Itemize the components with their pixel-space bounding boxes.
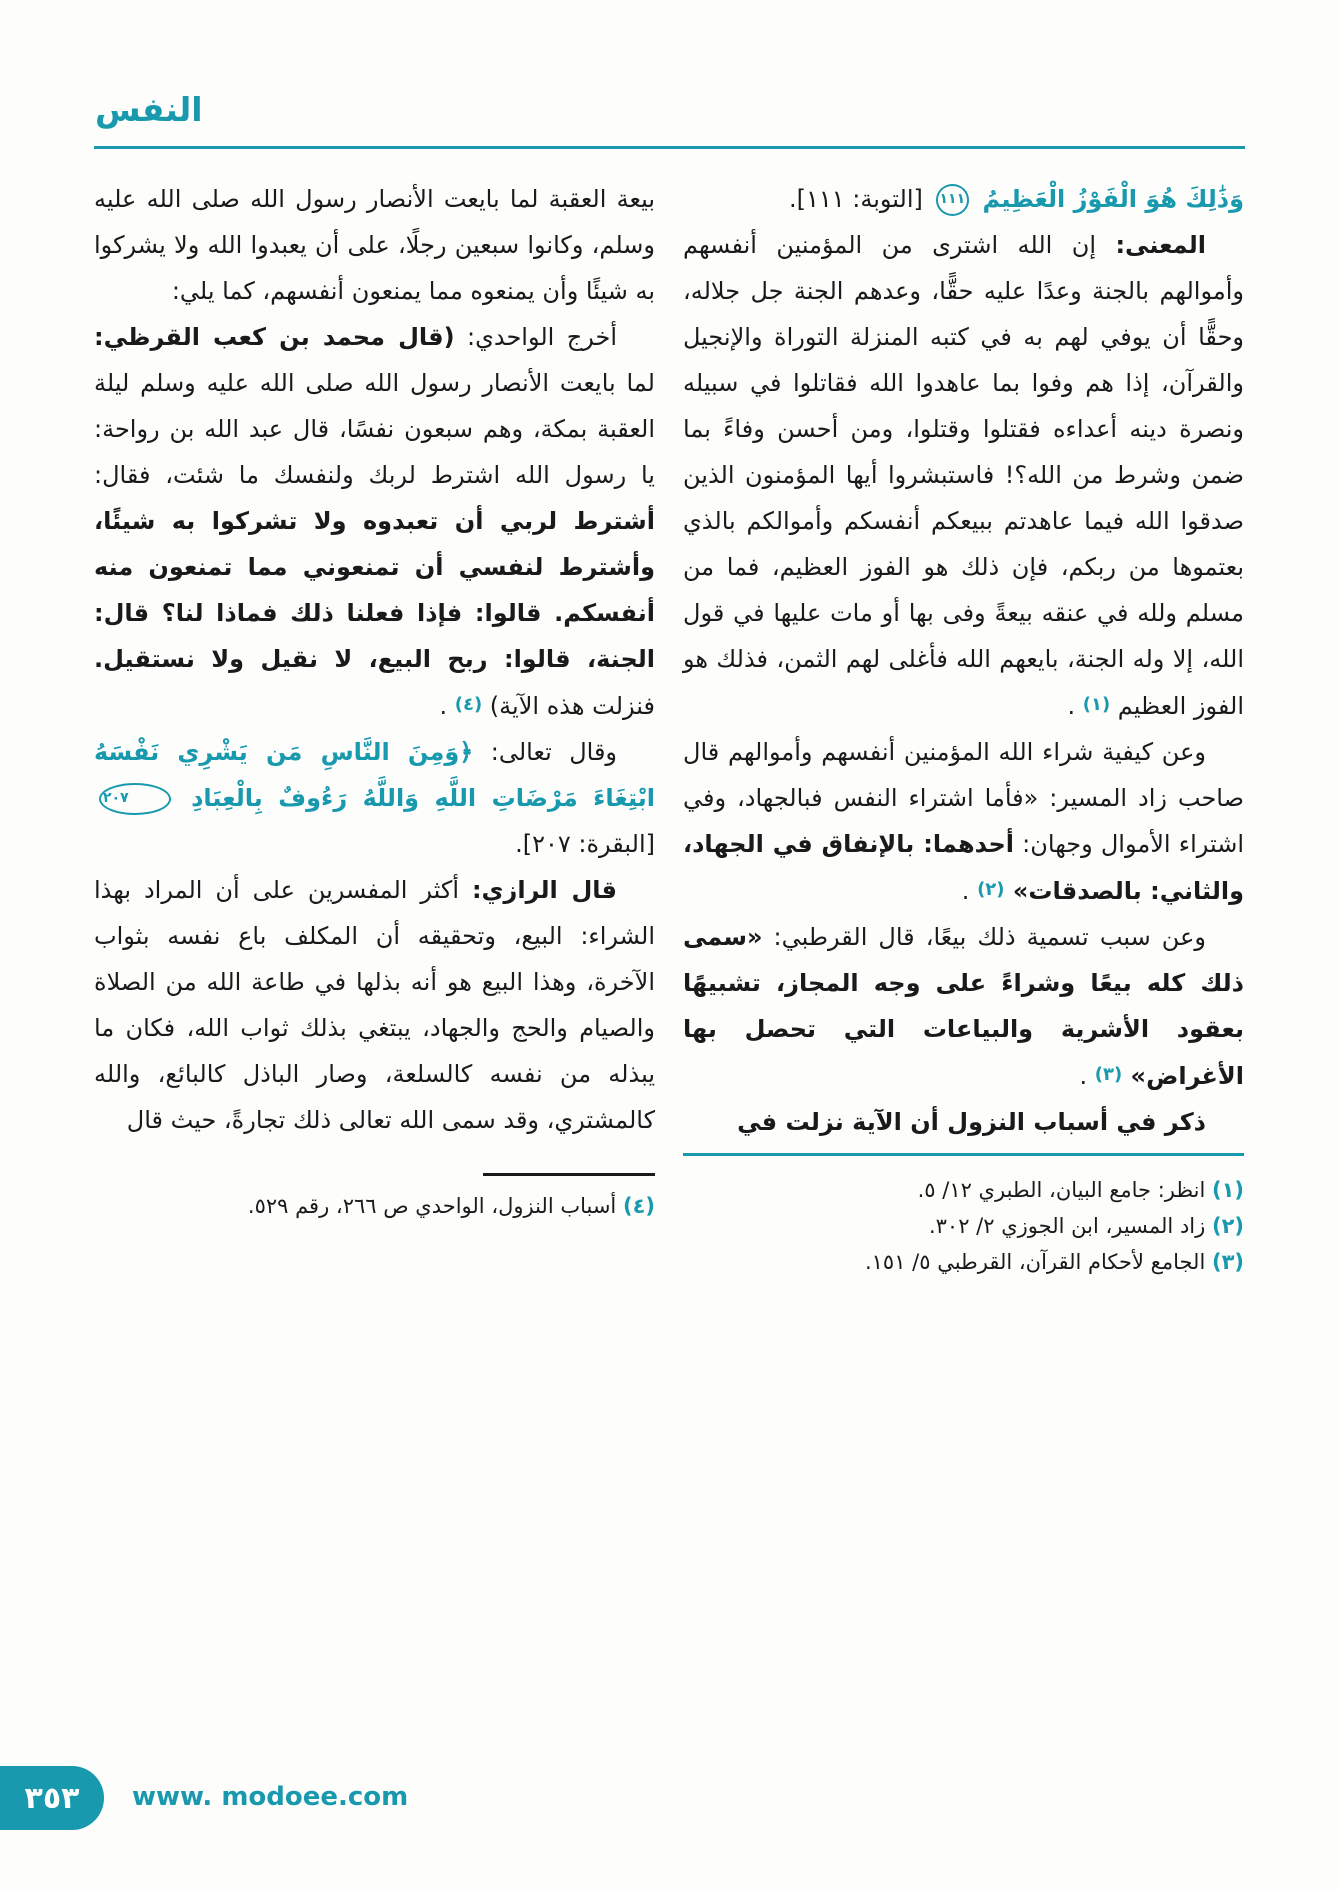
paragraph <box>683 176 1244 222</box>
text-segment: «سمى ذلك كله بيعًا وشراءً على وجه المجاز، تشبيهًا بعقود الأشرية والبياعات التي تحصل بها الأغراض» <box>683 923 1244 1090</box>
paragraph <box>94 176 655 314</box>
text-segment: انظر: جامع البيان، الطبري ١٢/ ٥. <box>917 1178 1212 1202</box>
text-segment: . <box>1079 1062 1095 1090</box>
website-url: www. modoee.com <box>132 1782 409 1812</box>
paragraph <box>94 314 655 729</box>
paragraph <box>683 729 1244 914</box>
text-segment: وعن سبب تسمية ذلك بيعًا، قال القرطبي: <box>762 923 1206 951</box>
footnote-marker: (٣) <box>1094 1064 1123 1085</box>
text-segment: . <box>439 692 455 720</box>
paragraph <box>94 729 655 867</box>
quran-verse-text: ﴿وَمِنَ النَّاسِ مَن يَشْرِي نَفْسَهُ ابْتِغَاءَ مَرْضَاتِ اللَّهِ وَاللَّهُ رَءُوفٌ بِالْعِبَادِ <box>94 738 655 812</box>
footnote-marker: (٤) <box>454 694 483 715</box>
text-segment: قال الرازي: <box>471 876 617 904</box>
ayah-number-medallion: ١١١ <box>936 184 970 216</box>
text-segment: المعنى: <box>1115 231 1206 259</box>
text-segment: أكثر المفسرين على أن المراد بهذا الشراء: البيع، وتحقيقه أن المكلف باع نفسه بثواب الآخرة، وهذا البيع هو أنه بذلها في طاعة الله من الصلاة والصيام والحج والجهاد، يبتغي بذلك ثواب الله، فكان ما يبذله من نفسه كالسلعة، وصار الباذل كالبائع، والله كالمشتري، وقد سمى الله تعالى ذلك تجارةً، حيث قال <box>94 876 655 1134</box>
header-divider-rule <box>94 146 1245 149</box>
text-segment: أحدهما: بالإنفاق في الجهاد، والثاني: بالصدقات» <box>683 830 1244 905</box>
footnote-separator-rule <box>483 1173 655 1176</box>
text-segment: بيعة العقبة لما بايعت الأنصار رسول الله صلى الله عليه وسلم، وكانوا سبعين رجلًا، على أن يعبدوا الله ولا يشركوا به شيئًا وأن يمنعوه مما يمنعون أنفسهم، كما يلي: <box>94 185 655 305</box>
footnote-marker: (٣) <box>1211 1250 1244 1274</box>
text-segment: . <box>961 877 978 905</box>
paragraph <box>683 222 1244 729</box>
right-column <box>683 176 1244 1280</box>
text-segment: وعن كيفية شراء الله المؤمنين أنفسهم وأموالهم قال صاحب زاد المسير: «فأما اشتراء النفس فبالجهاد، وفي اشتراء الأموال وجهان: <box>683 738 1244 858</box>
paragraph <box>94 1188 655 1224</box>
paragraph <box>94 867 655 1143</box>
footnote-marker: (١) <box>1082 694 1111 715</box>
text-segment: [التوبة: ١١١]. <box>788 185 931 213</box>
paragraph <box>683 1099 1244 1156</box>
page-number-badge <box>0 1766 104 1830</box>
text-segment: أسباب النزول، الواحدي ص ٢٦٦، رقم ٥٢٩. <box>247 1194 623 1218</box>
text-segment: . <box>1067 692 1083 720</box>
footnote-marker: (٢) <box>977 879 1005 900</box>
paragraph <box>683 1208 1244 1244</box>
running-head-title: النفس <box>95 90 203 129</box>
page-number: ٣٥٣ <box>24 1780 80 1816</box>
text-segment: إن الله اشترى من المؤمنين أنفسهم وأموالهم بالجنة وعدًا عليه حقًّا، وعدهم الجنة جل جلاله، وحقًّا أن يوفي لهم به في كتبه المنزلة التوراة والإنجيل والقرآن، إذا هم وفوا بما عاهدوا الله فقاتلوا في سبيله ونصرة دينه أعداءه فقتلوا وقتلوا، ومن أحسن وفاءً بما ضمن وشرط من الله؟! فاستبشروا أيها المؤمنون الذين صدقوا الله فيما عاهدتم ببيعكم أنفسكم وأموالكم بالذي بعتموها من ربكم، فإن ذلك هو الفوز العظيم، فما من مسلم ولله في عنقه بيعةً وفى بها أو مات عليها في قول الله، إلا وله الجنة، بايعهم الله فأغلى لهم الثمن، فذلك هو الفوز العظيم <box>683 231 1244 720</box>
right-column-text <box>683 176 1244 1156</box>
left-column-text <box>94 176 655 1143</box>
left-footnotes <box>94 1188 655 1224</box>
text-segment: لما بايعت الأنصار رسول الله صلى الله عليه وسلم ليلة العقبة بمكة، وهم سبعون نفسًا، قال عبد الله بن رواحة: يا رسول الله اشترط لربك ولنفسك ما شئت، فقال: <box>94 369 655 489</box>
left-footnote-area <box>94 1143 655 1224</box>
quran-verse-text: وَذَٰلِكَ هُوَ الْفَوْزُ الْعَظِيمُ <box>974 185 1244 213</box>
ayah-number-medallion: ٢٠٧ <box>99 783 171 815</box>
text-segment: [البقرة: ٢٠٧]. <box>515 830 655 858</box>
paragraph <box>683 1172 1244 1208</box>
text-segment: زاد المسير، ابن الجوزي ٢/ ٣٠٢. <box>928 1214 1212 1238</box>
paragraph <box>683 914 1244 1099</box>
text-segment: (قال محمد بن كعب القرظي: <box>94 323 455 351</box>
page-body <box>94 176 1244 1280</box>
footnote-marker: (١) <box>1211 1178 1244 1202</box>
text-segment: الجامع لأحكام القرآن، القرطبي ٥/ ١٥١. <box>864 1250 1212 1274</box>
footnote-marker: (٤) <box>622 1194 655 1218</box>
text-segment: ذكر في أسباب النزول أن الآية نزلت في <box>737 1108 1206 1136</box>
left-column <box>94 176 655 1280</box>
paragraph <box>683 1244 1244 1280</box>
text-segment: أخرج الواحدي: <box>454 323 617 351</box>
text-segment: وقال تعالى: <box>473 738 618 766</box>
right-footnotes <box>683 1172 1244 1280</box>
text-segment: فنزلت هذه الآية) <box>482 692 655 720</box>
footnote-marker: (٢) <box>1211 1214 1244 1238</box>
text-segment: أشترط لربي أن تعبدوه ولا تشركوا به شيئًا، وأشترط لنفسي أن تمنعوني مما تمنعون منه أنفسكم. قالوا: فإذا فعلنا ذلك فماذا لنا؟ قال: الجنة، قالوا: ربح البيع، لا نقيل ولا نستقيل. <box>94 507 655 673</box>
